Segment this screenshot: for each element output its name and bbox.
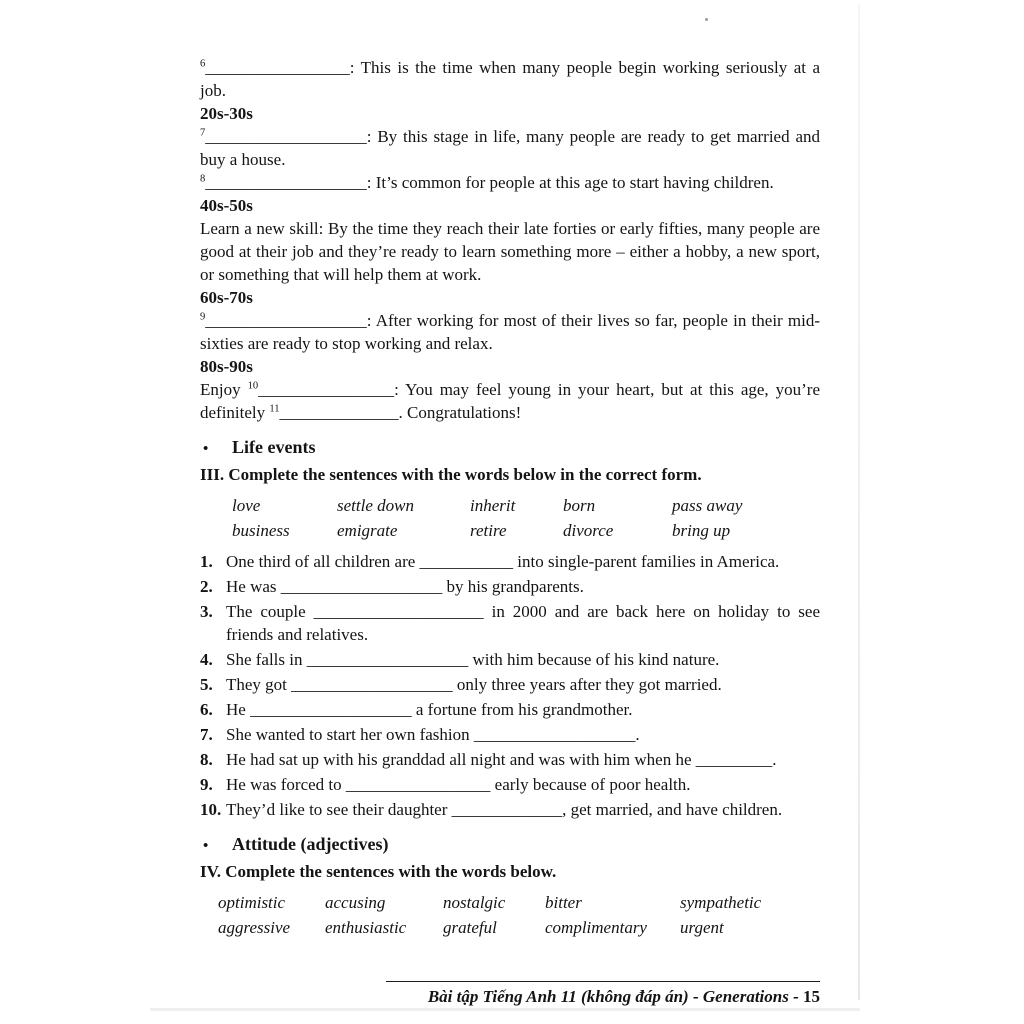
word-bank-word: divorce <box>563 521 614 540</box>
word-bank-life-events <box>200 494 820 542</box>
paragraph-text: ___________________: By this stage in life, many people are ready to get married and buy a house. <box>200 127 820 169</box>
sentence-number: 1. <box>200 552 213 571</box>
page-edge-shadow-right <box>858 4 860 1000</box>
word-bank-word: sympathetic <box>680 893 762 912</box>
paragraph-enjoy <box>200 378 820 424</box>
word-bank-word: urgent <box>680 918 724 937</box>
section-attitude <box>200 833 820 858</box>
exercise-iii-sentences <box>200 550 820 821</box>
blank-number-7: 7 <box>200 127 206 139</box>
sentence-number: 10. <box>200 800 222 819</box>
exercise-iv-instruction: IV. Complete the sentences with the words below. <box>200 862 557 881</box>
heading-80s-90s: 80s-90s <box>200 357 253 376</box>
paragraph-learn-new-skill: Learn a new skill: By the time they reach their late forties or early fifties, many people are good at their job and they’re ready to learn something more – either a hobby, a new sport, or something that will help them at work. <box>200 219 820 284</box>
sentence-item <box>200 748 820 771</box>
word-bank-word: bitter <box>545 893 582 912</box>
sentence-text: He ___________________ a fortune from his grandmother. <box>226 700 633 719</box>
bullet-icon: • <box>203 441 209 457</box>
blank-number-8: 8 <box>200 173 206 185</box>
sentence-number: 4. <box>200 650 213 669</box>
paragraph-blank-6 <box>200 56 820 102</box>
heading-60s-70s: 60s-70s <box>200 288 253 307</box>
sentence-item <box>200 798 820 821</box>
word-bank-word: retire <box>470 521 507 540</box>
paragraph-text: ________________: You may feel young in your heart, but at this age, you’re definitely <box>200 380 820 422</box>
blank-number-11: 11 <box>269 403 280 415</box>
sentence-item <box>200 550 820 573</box>
paragraph-text: Enjoy <box>200 380 248 399</box>
sentence-item <box>200 600 820 646</box>
word-bank-word: business <box>232 521 290 540</box>
sentence-text: They got ___________________ only three years after they got married. <box>226 675 722 694</box>
sentence-text: One third of all children are ___________ into single-parent families in America. <box>226 552 780 571</box>
word-bank-word: enthusiastic <box>325 918 407 937</box>
blank-number-6: 6 <box>200 58 206 70</box>
word-bank-word: aggressive <box>218 918 291 937</box>
heading-40s-50s: 40s-50s <box>200 196 253 215</box>
sentence-number: 8. <box>200 750 213 769</box>
paragraph-text: ______________. Congratulations! <box>279 403 522 422</box>
sentence-number: 7. <box>200 725 213 744</box>
paragraph-blank-7 <box>200 125 820 171</box>
word-bank-word: bring up <box>672 521 731 540</box>
word-bank-word: emigrate <box>337 521 398 540</box>
sentence-number: 9. <box>200 775 213 794</box>
word-bank-word: settle down <box>337 496 414 515</box>
page-number: 15 <box>803 987 820 1006</box>
paragraph-blank-8 <box>200 171 820 194</box>
word-bank-word: accusing <box>325 893 386 912</box>
sentence-item <box>200 698 820 721</box>
page-content <box>200 56 820 939</box>
sentence-item <box>200 673 820 696</box>
sentence-text: He was ___________________ by his grandparents. <box>226 577 584 596</box>
sentence-item <box>200 575 820 598</box>
bullet-icon: • <box>203 838 209 854</box>
sentence-text: The couple ____________________ in 2000 and are back here on holiday to see friends and relatives. <box>226 602 820 644</box>
sentence-text: She wanted to start her own fashion ___________________. <box>226 725 640 744</box>
scan-speck <box>705 18 708 21</box>
heading-20s-30s: 20s-30s <box>200 104 253 123</box>
word-bank-word: inherit <box>470 496 516 515</box>
paragraph-blank-9 <box>200 309 820 355</box>
section-title: Life events <box>232 437 316 457</box>
sentence-text: She falls in ___________________ with him because of his kind nature. <box>226 650 720 669</box>
section-life-events <box>200 436 820 461</box>
sentence-number: 3. <box>200 602 213 621</box>
sentence-text: He had sat up with his granddad all night and was with him when he _________. <box>226 750 777 769</box>
sentence-number: 5. <box>200 675 213 694</box>
sentence-text: They’d like to see their daughter _____________, get married, and have children. <box>226 800 783 819</box>
page-edge-shadow-bottom <box>150 1008 860 1011</box>
sentence-number: 2. <box>200 577 213 596</box>
word-bank-word: love <box>232 496 261 515</box>
blank-number-9: 9 <box>200 311 206 323</box>
word-bank-attitude <box>200 891 820 939</box>
word-bank-word: pass away <box>672 496 743 515</box>
footer-rule <box>386 981 820 982</box>
paragraph-text: ___________________: It’s common for people at this age to start having children. <box>205 173 774 192</box>
exercise-iii-instruction: III. Complete the sentences with the words below in the correct form. <box>200 465 702 484</box>
section-title: Attitude (adjectives) <box>232 834 389 854</box>
sentence-text: He was forced to _________________ early because of poor health. <box>226 775 691 794</box>
paragraph-text: _________________: This is the time when many people begin working seriously at a job. <box>200 58 820 100</box>
word-bank-word: grateful <box>443 918 497 937</box>
word-bank-word: nostalgic <box>443 893 506 912</box>
paragraph-text: ___________________: After working for most of their lives so far, people in their mid-sixties are ready to stop working and relax. <box>200 311 820 353</box>
sentence-item <box>200 723 820 746</box>
word-bank-word: optimistic <box>218 893 286 912</box>
sentence-number: 6. <box>200 700 213 719</box>
word-bank-word: complimentary <box>545 918 647 937</box>
page-footer <box>0 987 820 1007</box>
blank-number-10: 10 <box>247 380 259 392</box>
footer-book-title: Bài tập Tiếng Anh 11 (không đáp án) - Generations - <box>427 987 803 1006</box>
sentence-item <box>200 773 820 796</box>
sentence-item <box>200 648 820 671</box>
word-bank-word: born <box>563 496 596 515</box>
